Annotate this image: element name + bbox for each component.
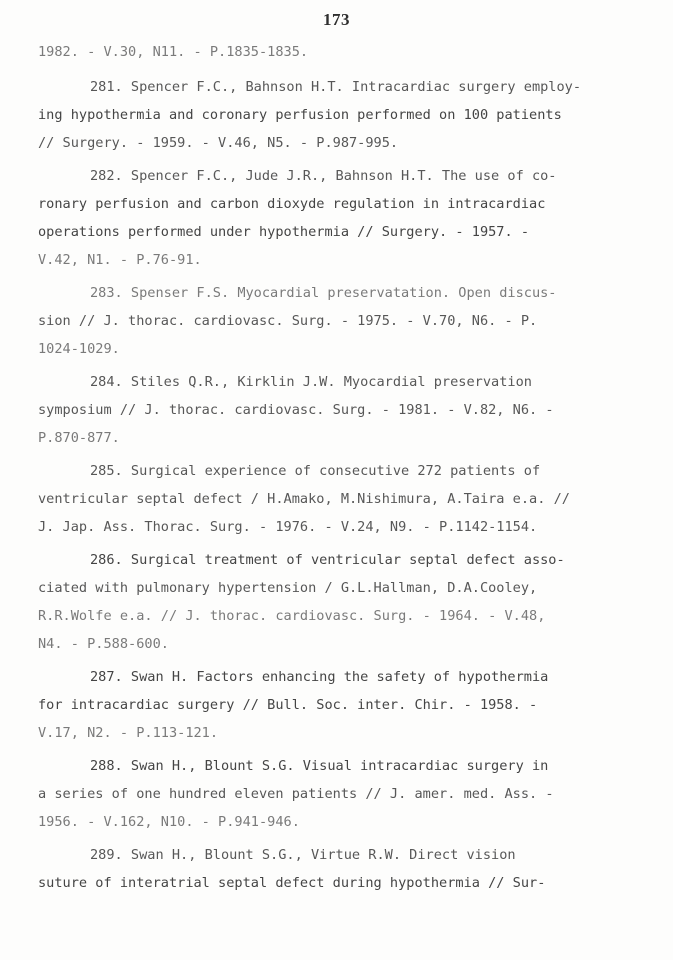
reference-289-line-1: 289. Swan H., Blount S.G., Virtue R.W. Direct vision [90,847,516,863]
reference-281-line-1: 281. Spencer F.C., Bahnson H.T. Intracardiac surgery employ- [90,79,582,95]
reference-287-line-1: 287. Swan H. Factors enhancing the safety of hypothermia [90,669,549,685]
reference-281-line-3: // Surgery. - 1959. - V.46, N5. - P.987-995. [38,135,399,151]
reference-283-line-3: 1024-1029. [38,341,120,357]
reference-283-line-2: sion // J. thorac. cardiovasc. Surg. - 1975. - V.70, N6. - P. [38,313,538,329]
reference-286-line-2: ciated with pulmonary hypertension / G.L.Hallman, D.A.Cooley, [38,580,538,596]
reference-286-line-4: N4. - P.588-600. [38,636,169,652]
reference-283-line-1: 283. Spenser F.S. Myocardial preservatation. Open discus- [90,285,557,301]
reference-288-line-2: a series of one hundred eleven patients // J. amer. med. Ass. - [38,786,554,802]
reference-282-line-2: ronary perfusion and carbon dioxyde regulation in intracardiac [38,196,546,212]
reference-287-line-2: for intracardiac surgery // Bull. Soc. inter. Chir. - 1958. - [38,697,538,713]
reference-285-line-1: 285. Surgical experience of consecutive 272 patients of [90,463,541,479]
reference-284-line-3: P.870-877. [38,430,120,446]
reference-288-line-3: 1956. - V.162, N10. - P.941-946. [38,814,300,830]
reference-282-line-1: 282. Spencer F.C., Jude J.R., Bahnson H.T. The use of co- [90,168,557,184]
reference-282-line-4: V.42, N1. - P.76-91. [38,252,202,268]
reference-286-line-1: 286. Surgical treatment of ventricular septal defect asso- [90,552,565,568]
reference-282-line-3: operations performed under hypothermia // Surgery. - 1957. - [38,224,530,240]
reference-287-line-3: V.17, N2. - P.113-121. [38,725,219,741]
reference-289-line-2: suture of interatrial septal defect during hypothermia // Sur- [38,875,546,891]
reference-286-line-3: R.R.Wolfe e.a. // J. thorac. cardiovasc. Surg. - 1964. - V.48, [38,608,546,624]
reference-285-line-3: J. Jap. Ass. Thorac. Surg. - 1976. - V.24, N9. - P.1142-1154. [38,519,538,535]
page-number: 173 [323,10,350,29]
reference-284-line-2: symposium // J. thorac. cardiovasc. Surg. - 1981. - V.82, N6. - [38,402,554,418]
reference-284-line-1: 284. Stiles Q.R., Kirklin J.W. Myocardial preservation [90,374,532,390]
reference-line-continuation: 1982. - V.30, N11. - P.1835-1835. [38,44,309,60]
reference-285-line-2: ventricular septal defect / H.Amako, M.Nishimura, A.Taira e.a. // [38,491,570,507]
reference-281-line-2: ing hypothermia and coronary perfusion performed on 100 patients [38,107,562,123]
reference-288-line-1: 288. Swan H., Blount S.G. Visual intracardiac surgery in [90,758,549,774]
